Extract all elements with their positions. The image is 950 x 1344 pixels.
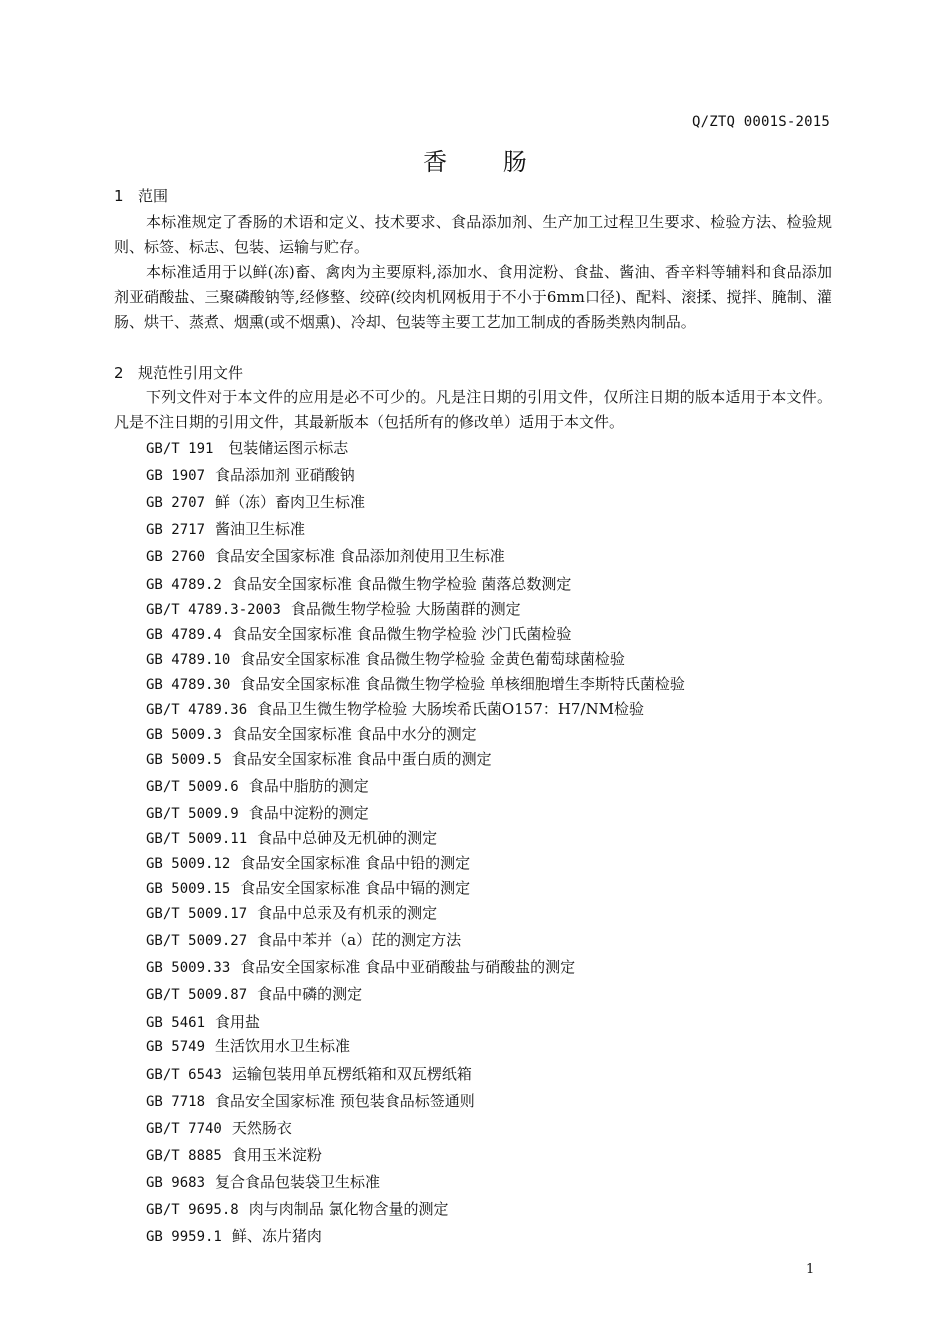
reference-title: 食品安全国家标准 食品微生物学检验 金黄色葡萄球菌检验 [240,650,625,668]
document-title: 香 肠 [423,148,551,176]
reference-item [146,465,355,486]
reference-code: GB/T 191 [146,441,214,457]
reference-item [146,546,505,567]
reference-code: GB 4789.30 [146,677,231,693]
reference-item [146,519,305,540]
reference-code: GB/T 5009.11 [146,831,248,847]
reference-title: 食用盐 [215,1013,261,1031]
reference-title: 酱油卫生标准 [215,520,306,538]
reference-title: 食品卫生微生物学检验 大肠埃希氏菌O157：H7/NM检验 [257,700,645,718]
document-code: Q/ZTQ 0001S-2015 [691,114,830,130]
reference-item [146,828,437,849]
scope-paragraph-2: 本标准适用于以鲜(冻)畜、禽肉为主要原料,添加水、食用淀粉、食盐、酱油、香辛料等辅料和食品添加剂亚硝酸盐、三聚磷酸钠等,经修整、绞碎(绞肉机网板用于不小于6mm口径)、配料、滚揉、搅拌、腌制、灌肠、烘干、蒸煮、烟熏(或不烟熏)、冷却、包装等主要工艺加工制成的香肠类熟肉制品。 [114,263,832,331]
reference-title: 食品安全国家标准 食品微生物学检验 沙门氏菌检验 [231,625,572,643]
references-intro-paragraph: 下列文件对于本文件的应用是必不可少的。凡是注日期的引用文件，仅所注日期的版本适用于本文件。凡是不注日期的引用文件，其最新版本（包括所有的修改单）适用于本文件。 [114,388,832,431]
reference-title: 食品微生物学检验 大肠菌群的测定 [290,600,521,618]
reference-title: 食品中苯并（a）芘的测定方法 [257,931,462,949]
reference-code: GB 5009.3 [146,727,222,743]
reference-code: GB 9959.1 [146,1229,222,1245]
reference-title: 生活饮用水卫生标准 [215,1037,351,1055]
reference-code: GB/T 4789.36 [146,702,248,718]
reference-code: GB/T 5009.17 [146,906,248,922]
reference-title: 肉与肉制品 氯化物含量的测定 [248,1200,449,1218]
reference-title: 食品中淀粉的测定 [248,804,369,822]
reference-code: GB 5009.12 [146,856,231,872]
reference-item [146,574,571,595]
reference-title: 食品安全国家标准 食品中镉的测定 [240,879,471,897]
reference-title: 食品安全国家标准 食品添加剂使用卫生标准 [215,547,505,565]
reference-code: GB 5461 [146,1015,206,1031]
reference-code: GB/T 9695.8 [146,1202,239,1218]
reference-code: GB 2717 [146,522,206,538]
page-number: 1 [806,1262,815,1277]
reference-item [146,699,644,720]
reference-item [146,776,369,797]
reference-item [146,984,362,1005]
section-heading-scope [114,185,168,206]
reference-item [146,803,369,824]
reference-code: GB/T 5009.87 [146,987,248,1003]
scope-paragraph-1: 本标准规定了香肠的术语和定义、技术要求、食品添加剂、生产加工过程卫生要求、检验方法、检验规则、标签、标志、包装、运输与贮存。 [114,213,832,256]
reference-item [146,438,348,459]
reference-code: GB 5009.5 [146,752,222,768]
reference-code: GB/T 5009.6 [146,779,239,795]
reference-title: 食品安全国家标准 食品中蛋白质的测定 [231,750,492,768]
reference-item [146,878,470,899]
reference-title: 食品中磷的测定 [257,985,363,1003]
reference-item [146,1226,322,1247]
reference-item [146,649,625,670]
reference-item [146,624,571,645]
reference-item [146,1091,475,1112]
reference-title: 食品中总砷及无机砷的测定 [257,829,438,847]
reference-item [146,749,492,770]
reference-title: 复合食品包装袋卫生标准 [215,1173,381,1191]
reference-code: GB 4789.4 [146,627,222,643]
reference-item [146,1036,350,1057]
reference-code: GB/T 7740 [146,1121,222,1137]
reference-title: 运输包装用单瓦楞纸箱和双瓦楞纸箱 [231,1065,472,1083]
section-title: 规范性引用文件 [138,364,244,382]
reference-code: GB/T 5009.27 [146,933,248,949]
reference-code: GB 2707 [146,495,206,511]
section-number: 1 [114,187,124,205]
reference-item [146,957,575,978]
reference-code: GB 4789.2 [146,577,222,593]
reference-code: GB 1907 [146,468,206,484]
reference-title: 食用玉米淀粉 [231,1146,322,1164]
reference-title: 食品安全国家标准 食品微生物学检验 菌落总数测定 [231,575,572,593]
section-number: 2 [114,364,124,382]
reference-item [146,853,470,874]
reference-item [146,674,685,695]
reference-code: GB 5009.33 [146,960,231,976]
reference-code: GB 2760 [146,549,206,565]
reference-title: 食品安全国家标准 食品中水分的测定 [231,725,477,743]
reference-item [146,1118,292,1139]
reference-code: GB 5009.15 [146,881,231,897]
reference-title: 食品安全国家标准 预包装食品标签通则 [215,1092,475,1110]
reference-item [146,1145,322,1166]
reference-code: GB/T 4789.3-2003 [146,602,281,618]
reference-code: GB 5749 [146,1039,206,1055]
reference-item [146,1172,380,1193]
reference-code: GB/T 5009.9 [146,806,239,822]
reference-code: GB 9683 [146,1175,206,1191]
reference-code: GB/T 8885 [146,1148,222,1164]
reference-title: 食品添加剂 亚硝酸钠 [215,466,355,484]
section-heading-normative-references [114,362,243,383]
reference-title: 食品安全国家标准 食品中亚硝酸盐与硝酸盐的测定 [240,958,576,976]
reference-title: 食品安全国家标准 食品微生物学检验 单核细胞增生李斯特氏菌检验 [240,675,685,693]
reference-code: GB/T 6543 [146,1067,222,1083]
reference-item [146,903,437,924]
reference-code: GB 7718 [146,1094,206,1110]
reference-title: 鲜、冻片猪肉 [231,1227,322,1245]
reference-item [146,930,461,951]
section-title: 范围 [138,187,169,205]
reference-item [146,1199,449,1220]
reference-title: 食品安全国家标准 食品中铅的测定 [240,854,471,872]
reference-title: 天然肠衣 [231,1119,292,1137]
reference-title: 鲜（冻）畜肉卫生标准 [215,493,366,511]
reference-title: 食品中总汞及有机汞的测定 [257,904,438,922]
reference-title: 包装储运图示标志 [223,439,349,457]
reference-item [146,1012,260,1033]
reference-title: 食品中脂肪的测定 [248,777,369,795]
reference-item [146,492,365,513]
reference-item [146,599,521,620]
reference-item [146,1064,472,1085]
reference-code: GB 4789.10 [146,652,231,668]
reference-item [146,724,477,745]
